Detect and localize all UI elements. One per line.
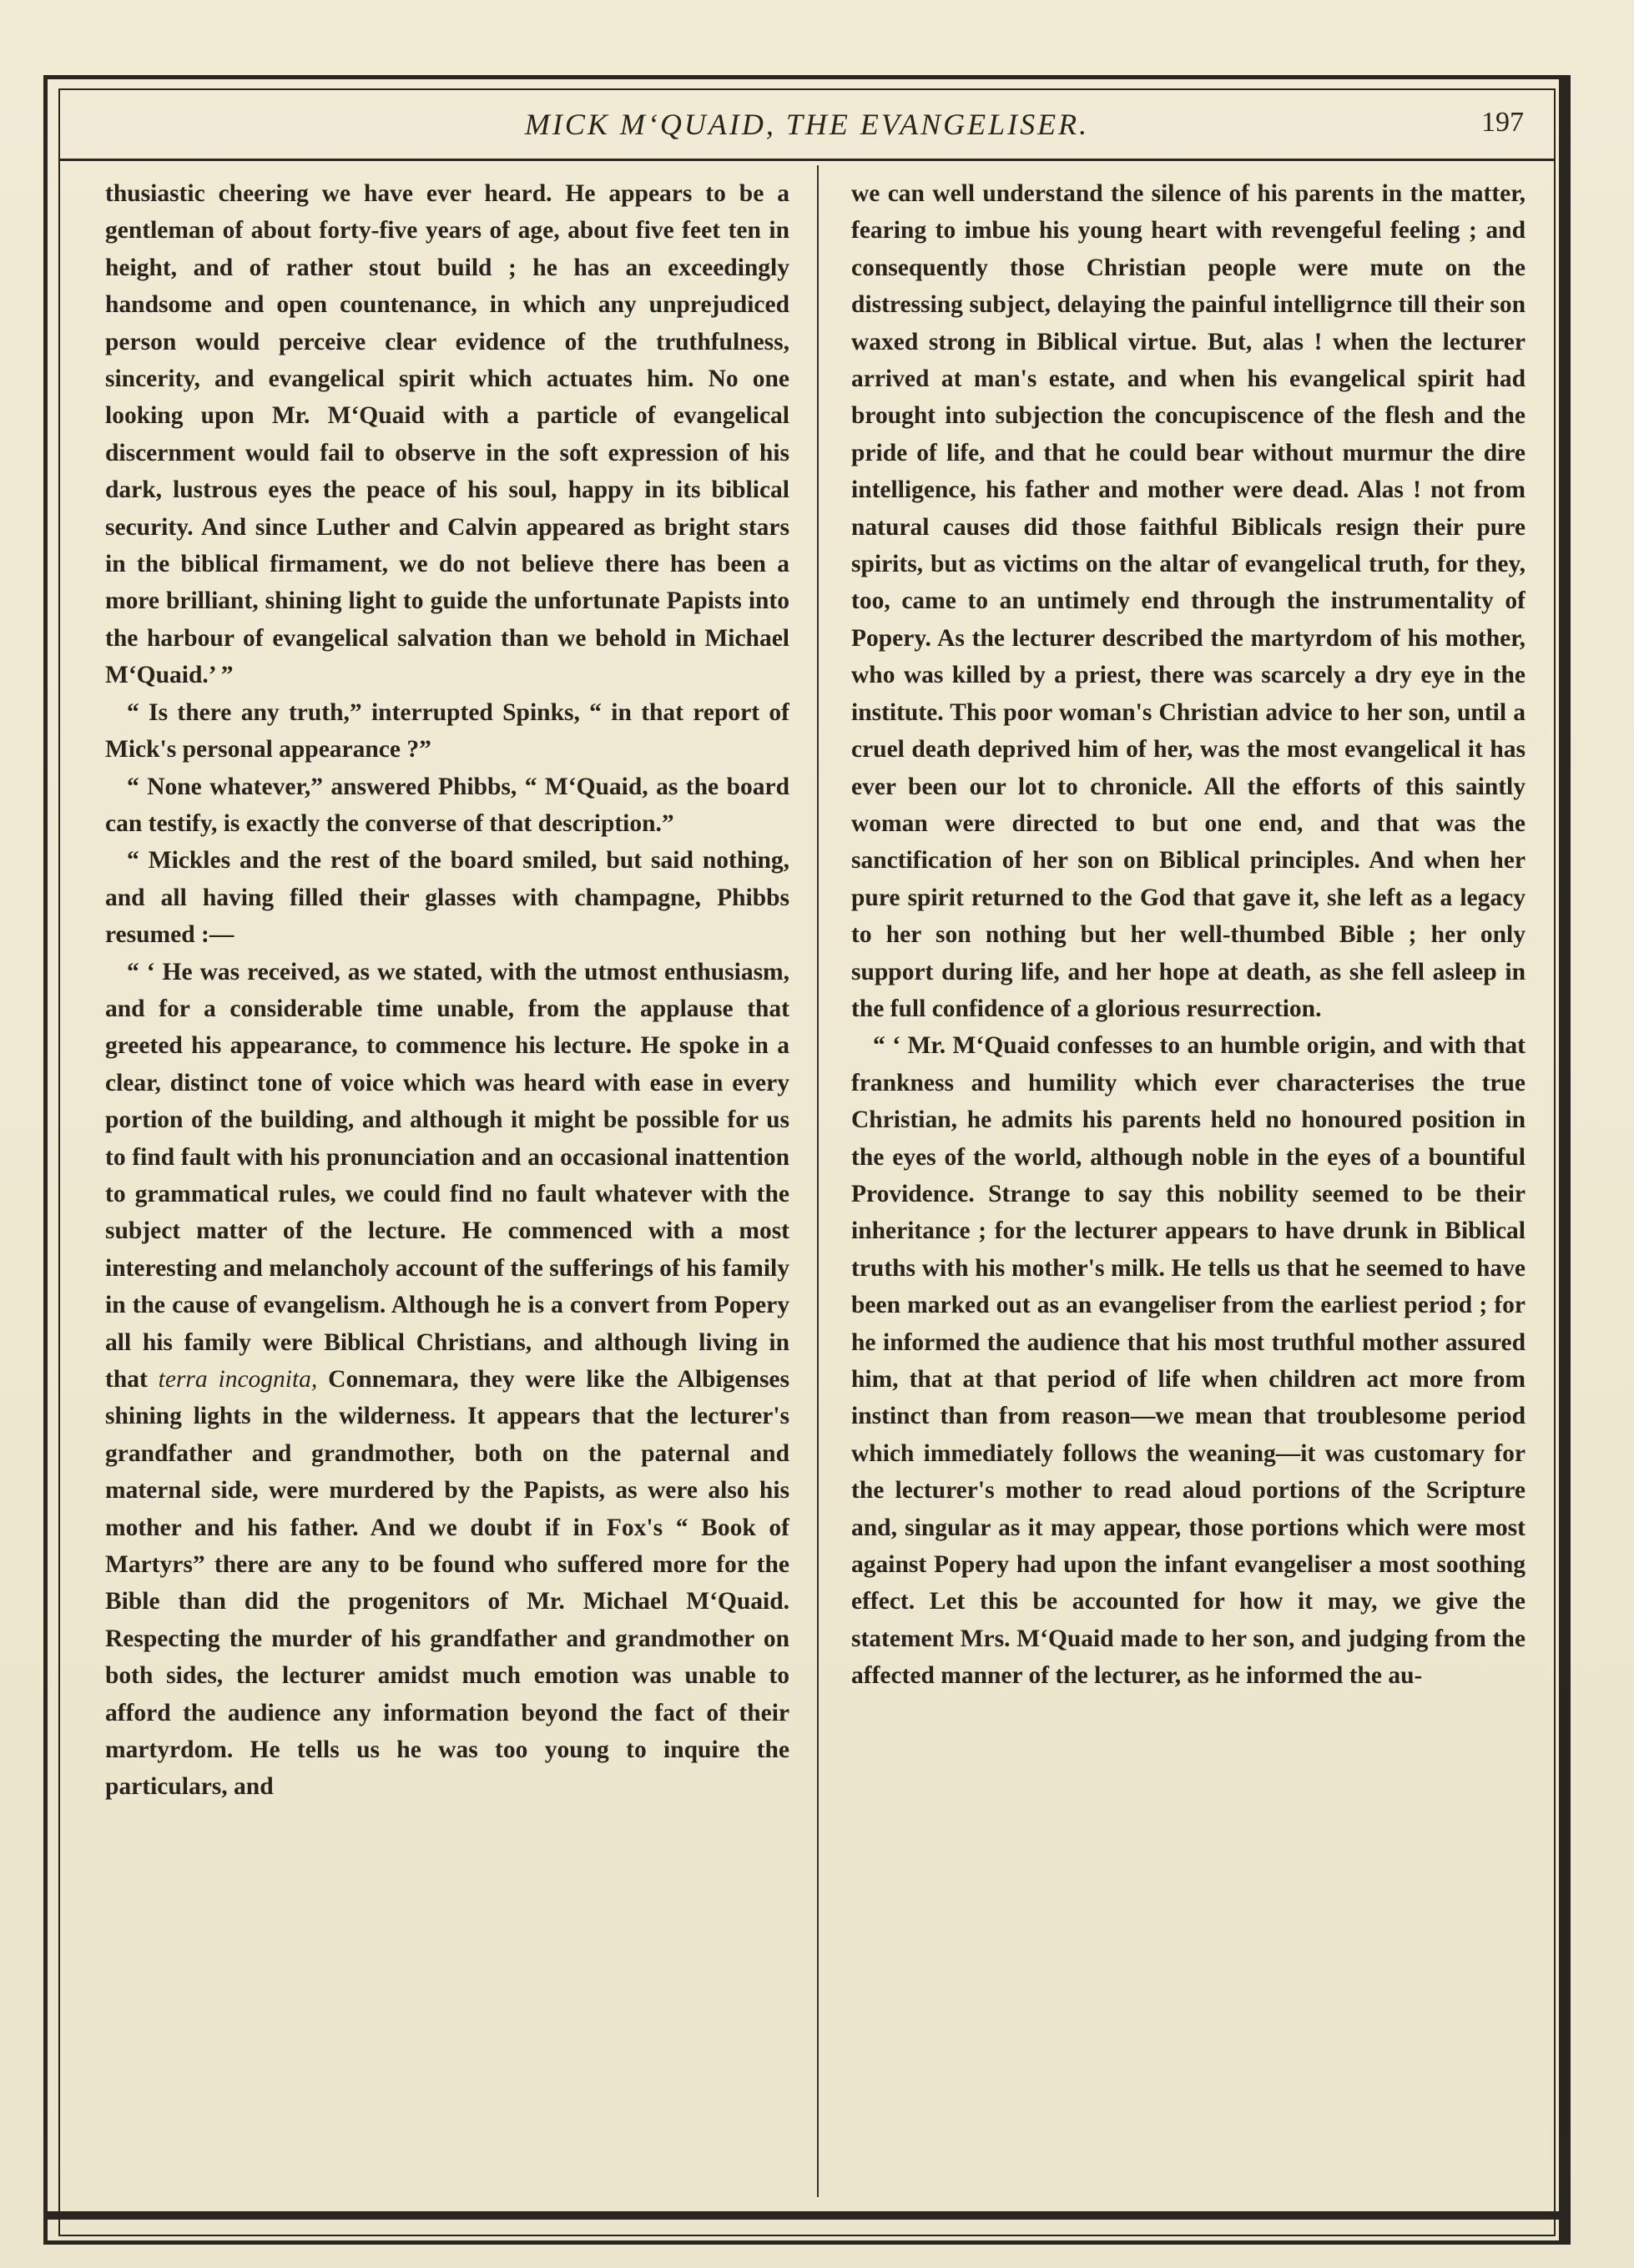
page-number: 197 — [1481, 107, 1524, 138]
paragraph: “ None whatever,” answered Phibbs, “ M‘Quaid, as the board can testify, is exactly the converse of that description.” — [105, 773, 789, 837]
running-header — [60, 90, 1554, 157]
paragraph: “ Is there any truth,” interrupted Spinks, “ in that report of Mick's personal appearance ?” — [105, 698, 789, 764]
paragraph: we can well understand the silence of his parents in the matter, fearing to imbue his young heart with revengeful feeling ; and consequently those Christian people were mute on the distressing subject, delaying the painful intelligrnce till their son waxed strong in Biblical virtue. But, alas ! when the lecturer arrived at man's estate, and when his evangelical spirit had brought into subjection the concupiscence of the flesh and the pride of life, and that he could bear without murmur the dire intelligence, his father and mother were dead. Alas ! not from natural causes did those faithful Biblicals resign their pure spirits, but as victims on the altar of evangelical truth, for they, too, came to an untimely end through the instrumentality of Popery. As the lecturer described the martyrdom of his mother, who was killed by a priest, there was scarcely a dry eye in the institute. This poor woman's Christian advice to her son, until a cruel death deprived him of her, was the most evangelical it has ever been our lot to chronicle. All the efforts of this saintly woman were directed to but one end, and that was the sanctification of her son on Biblical principles. And when her pure spirit returned to the God that gave it, she left as a legacy to her son nothing but her well-thumbed Bible ; her only support during life, and her hope at death, as she fell asleep in the full confidence of a glorious resurrection. — [851, 180, 1526, 1022]
paragraph — [105, 954, 789, 1806]
italic-phrase: terra incognita, — [158, 1366, 318, 1393]
page-border-bottom-rule — [43, 2211, 1571, 2220]
paragraph: thusiastic cheering we have ever heard. He appears to be a gentleman of about forty-five years of age, about five feet ten in height, and of rather stout build ; he has an exceedingly handsome and open countenance, in which any unprejudiced person would perceive clear evidence of the truthfulness, sincerity, and evangelical spirit which actuates him. No one looking upon Mr. M‘Quaid with a particle of evangelical discernment would fail to observe in the soft expression of his dark, lustrous eyes the peace of his soul, happy in its biblical security. And since Luther and Calvin appeared as bright stars in the biblical firmament, we do not believe there has been a more brilliant, shining light to guide the unfortunate Papists into the harbour of evangelical salvation than we behold in Michael M‘Quaid.’ ” — [105, 180, 789, 689]
left-column — [105, 175, 789, 2195]
running-title: MICK M‘QUAID, THE EVANGELISER. — [524, 108, 1090, 141]
page-border-right-rule — [1559, 75, 1569, 2245]
paragraph: “ Mickles and the rest of the board smiled, but said nothing, and all having filled their glasses with champagne, Phibbs resumed :— — [105, 847, 789, 949]
paragraph-text: “ ‘ He was received, as we stated, with the utmost enthusiasm, and for a considerable time unable, from the applause that greeted his appearance, to commence his lecture. He spoke in a clear, distinct tone of voice which was heard with ease in every portion of the building, and although it might be possible for us to find fault with his pronunciation and an occasional inattention to grammatical rules, we could find no fault whatever with the subject matter of the lecture. He commenced with a most interesting and melancholy account of the sufferings of his family in the cause of evangelism. Although he is a convert from Popery all his family were Biblical Christians, and although living in that — [105, 958, 789, 1393]
right-column — [851, 175, 1526, 2195]
paragraph: “ ‘ Mr. M‘Quaid confesses to an humble origin, and with that frankness and humility which ever characterises the true Christian, he admits his parents held no honoured position in the eyes of the world, although noble in the eyes of a bountiful Providence. Strange to say this nobility seemed to be their inheritance ; for the lecturer appears to have drunk in Biblical truths with his mother's milk. He tells us that he seemed to have been marked out as an evangeliser from the earliest period ; for he informed the audience that his most truthful mother assured him, that at that period of life when children act more from instinct than from reason—we mean that troublesome period which immediately follows the weaning—it was customary for the lecturer's mother to read aloud portions of the Scripture and, singular as it may appear, those portions which were most against Popery had upon the infant evangeliser a most soothing effect. Let this be accounted for how it may, we give the statement Mrs. M‘Quaid made to her son, and judging from the affected manner of the lecturer, as he informed the au- — [851, 1032, 1526, 1690]
paragraph-text: Connemara, they were like the Albigenses shining lights in the wilderness. It appears that the lecturer's grandfather and grandmother, both on the paternal and maternal side, were murdered by the Papists, as were also his mother and his father. And we doubt if in Fox's “ Book of Martyrs” there are any to be found who suffered more for the Bible than did the progenitors of Mr. Michael M‘Quaid. Respecting the murder of his grandfather and grandmother on both sides, the lecturer amidst much emotion was unable to afford the audience any information beyond the fact of their martyrdom. He tells us he was too young to inquire the particulars, and — [105, 1366, 789, 1801]
header-rule — [60, 159, 1554, 161]
column-divider — [817, 165, 819, 2197]
